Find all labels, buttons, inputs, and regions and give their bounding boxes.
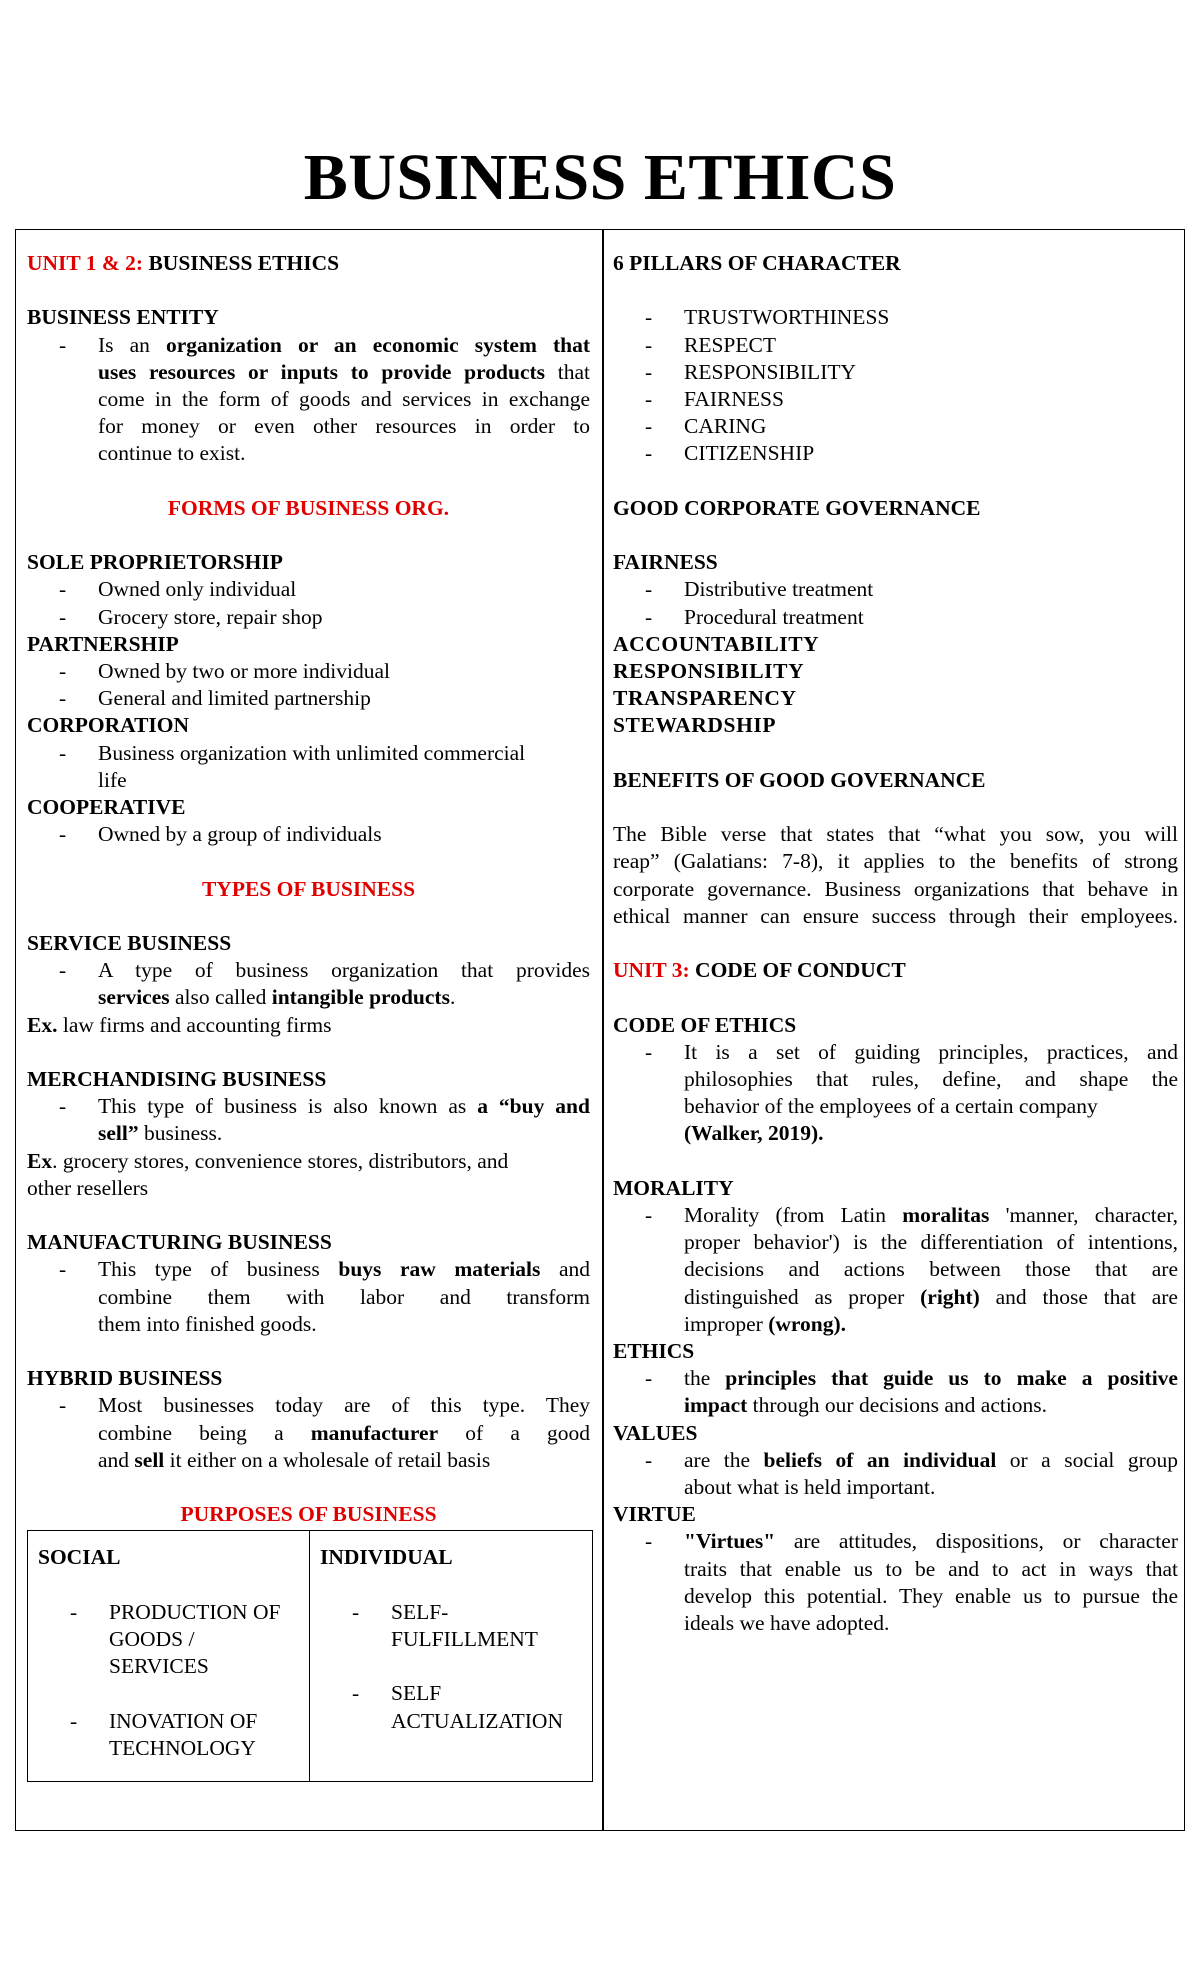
merchandising-example: Ex. grocery stores, convenience stores, distributors, and — [27, 1148, 509, 1173]
list-item: - PRODUCTION OF GOODS / SERVICES — [70, 1599, 281, 1679]
types-heading: TYPES OF BUSINESS — [201, 876, 416, 901]
document-title: BUSINESS ETHICS — [303, 141, 897, 214]
accountability-term: ACCOUNTABILITY — [613, 631, 820, 656]
hybrid-business-heading: HYBRID BUSINESS — [27, 1366, 223, 1391]
column-divider — [602, 229, 604, 1831]
list-item: - Grocery store, repair shop — [59, 604, 323, 629]
list-item: - It is a set of guiding principles, practices, and philosophies that rules, define, and shape the behavior of the employees of a certain company (Walker, 2019). — [645, 1039, 1178, 1146]
list-item: - A type of business organization that provides services also called intangible products. — [59, 958, 590, 1010]
benefits-paragraph: The Bible verse that states that “what you sow, you will reap” (Galatians: 7-8), it applies to the benefits of strong corporate governance. Business organizations that behave in ethical manner can ensure success through their employees. — [613, 822, 1178, 928]
list-item: - General and limited partnership — [59, 686, 371, 711]
list-item: - Procedural treatment — [645, 604, 864, 629]
transparency-term: TRANSPARENCY — [613, 686, 797, 711]
list-item: - Owned by two or more individual — [59, 659, 390, 683]
service-business-heading: SERVICE BUSINESS — [27, 931, 232, 955]
list-item: - Distributive treatment — [645, 577, 874, 602]
list-item: - the principles that guide us to make a positive impact through our decisions and actions. — [645, 1366, 1178, 1418]
list-item: - INOVATION OF TECHNOLOGY — [70, 1708, 258, 1760]
corporation-heading: CORPORATION — [27, 713, 190, 738]
gcg-heading: GOOD CORPORATE GOVERNANCE — [613, 495, 981, 520]
social-heading: SOCIAL — [38, 1545, 121, 1570]
social-cell — [28, 1531, 310, 1781]
merchandising-business-heading: MERCHANDISING BUSINESS — [27, 1067, 327, 1091]
service-example: Ex. law firms and accounting firms — [27, 1012, 332, 1037]
cooperative-heading: COOPERATIVE — [27, 795, 186, 820]
individual-cell — [310, 1531, 592, 1781]
unit-1-2-heading: UNIT 1 & 2: BUSINESS ETHICS — [27, 251, 340, 275]
pillars-heading: 6 PILLARS OF CHARACTER — [613, 251, 901, 275]
values-heading: VALUES — [613, 1420, 698, 1445]
business-entity-heading: BUSINESS ENTITY — [27, 305, 219, 330]
stewardship-term: STEWARDSHIP — [613, 713, 777, 738]
purposes-heading: PURPOSES OF BUSINESS — [180, 1502, 437, 1527]
manufacturing-business-heading: MANUFACTURING BUSINESS — [27, 1230, 332, 1255]
list-item: - RESPONSIBILITY — [645, 359, 857, 384]
business-entity-definition: - Is an organization or an economic system that uses resources or inputs to provide products that come in the form of goods and services in exchange for money or even other resources in order to continue to exist. — [59, 332, 590, 466]
list-item: - Most businesses today are of this type. They combine being a manufacturer of a good and sell it either on a wholesale of retail basis — [59, 1393, 590, 1472]
list-item: - This type of business buys raw materials and combine them with labor and transform them into finished goods. — [59, 1257, 590, 1336]
ethics-heading: ETHICS — [613, 1339, 695, 1363]
list-item: - Business organization with unlimited commercial life — [59, 740, 526, 792]
list-item: - Morality (from Latin moralitas 'manner, character, proper behavior') is the differentiation of intentions, decisions and actions between those that are distinguished as proper (right) and those that are improper (wrong). — [645, 1202, 1178, 1336]
list-item: - FAIRNESS — [645, 387, 784, 411]
left-column: UNIT 1 & 2: BUSINESS ETHICS BUSINESS ENTITY - Is an organization or an economic system that uses resources or inputs to provide products that come in the form of goods and services in exchange for money or even other resources in order to continue to exist. FORMS OF BUSINESS ORG. SOLE PROPRIETORSHIP - Owned only individual - Grocery store, repair shop PARTNERSHIP - Owned by two or more individual - General and limited partnership CORPORATION - Business organization with unlimited commercial life COOPERATIVE - Owned by a group of individuals TYPES OF BUSINESS SERVICE BUSINESS - A type of business organization that provides services also called intangible products. Ex. law firms and accounting firms MERCHANDISING BUSINESS - This type of business is also known as a “buy and sell” business. Ex. grocery stores, convenience stores, distributors, and other resellers MANUFACTURING BUSINESS - This type of business buys raw materials and combine them with labor and transform them into finished goods. HYBRID BUSINESS - Most businesses today are of this type. They combine being a manufacturer of a good and sell it either on a wholesale of retail basis PURPOSES OF BUSINESS SOCIAL - PRODUCTION OF GOODS / SERVICES - INOVATION OF TECHNOLOGY INDIVIDUAL - SELF- FULFILLMENT - SELF ACTUALIZATION — [27, 250, 590, 1782]
list-item: - "Virtues" are attitudes, dispositions, or character traits that enable us to be and to act in ways that develop this potential. They enable us to pursue the ideals we have adopted. — [645, 1529, 1178, 1636]
list-item: - CITIZENSHIP — [645, 441, 815, 466]
morality-heading: MORALITY — [613, 1175, 734, 1200]
purposes-table — [27, 1530, 593, 1782]
list-item: - RESPECT — [645, 332, 776, 357]
sole-proprietorship-heading: SOLE PROPRIETORSHIP — [27, 550, 283, 575]
code-of-ethics-heading: CODE OF ETHICS — [613, 1012, 797, 1037]
list-item: - are the beliefs of an individual or a social group about what is held important. — [645, 1447, 1178, 1500]
forms-heading: FORMS OF BUSINESS ORG. — [167, 495, 450, 520]
list-item: - CARING — [645, 414, 767, 439]
responsibility-term: RESPONSIBILITY — [613, 659, 805, 683]
list-item: - SELF- FULFILLMENT — [352, 1599, 538, 1651]
virtue-heading: VIRTUE — [613, 1502, 696, 1527]
individual-heading: INDIVIDUAL — [320, 1545, 453, 1570]
list-item: - SELF ACTUALIZATION — [352, 1681, 563, 1733]
list-item: - Owned by a group of individuals — [59, 822, 382, 847]
partnership-heading: PARTNERSHIP — [27, 631, 179, 656]
list-item: - Owned only individual — [59, 577, 297, 602]
benefits-heading: BENEFITS OF GOOD GOVERNANCE — [613, 767, 986, 792]
unit-3-heading: UNIT 3: CODE OF CONDUCT — [613, 958, 906, 983]
list-item: - This type of business is also known as a “buy and sell” business. — [59, 1094, 590, 1146]
right-column — [613, 250, 1178, 1637]
list-item: - TRUSTWORTHINESS — [645, 305, 890, 330]
fairness-heading: FAIRNESS — [613, 550, 718, 575]
